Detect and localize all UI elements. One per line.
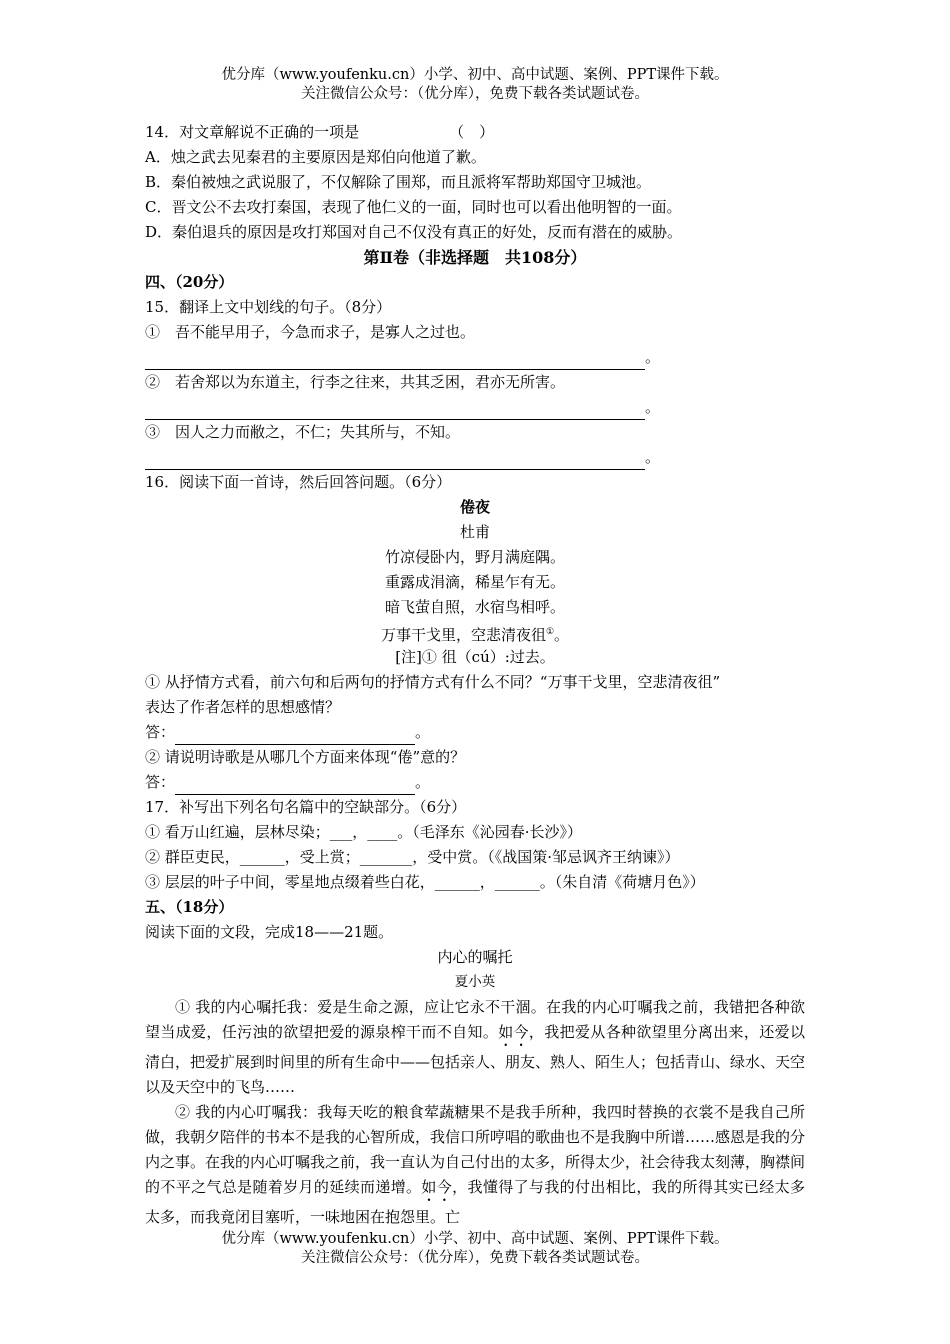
q14-option-b: B．秦伯被烛之武说服了，不仅解除了围郑，而且派将军帮助郑国守卫城池。 bbox=[145, 173, 652, 191]
q15-answer-line-2 bbox=[145, 395, 805, 420]
footer-line-1: 优分库（www.youfenku.cn）小学、初中、高中试题、案例、PPT课件下载。 bbox=[221, 1231, 729, 1247]
q17-item-1: ① 看万山红遍，层林尽染；___，____。（毛泽东《沁园春·长沙》） bbox=[145, 823, 583, 841]
footnote-mark: ① bbox=[545, 627, 555, 637]
page-footer bbox=[0, 1230, 950, 1268]
answer-blank[interactable] bbox=[175, 777, 415, 795]
q16-stem: 16．阅读下面一首诗，然后回答问题。（6分） bbox=[145, 473, 452, 491]
reading-intro: 阅读下面的文段，完成18——21题。 bbox=[145, 923, 394, 941]
emphasis-word: 如今 bbox=[421, 1178, 453, 1196]
q14-option-a: A．烛之武去见秦君的主要原因是郑伯向他道了歉。 bbox=[145, 148, 486, 166]
q15-answer-line-1 bbox=[145, 345, 805, 370]
answer-label: 答： bbox=[145, 723, 176, 741]
q15-item-2: ② 若舍郑以为东道主，行李之往来，共其乏困，君亦无所害。 bbox=[145, 373, 566, 391]
q16-answer-1: 答： 。 bbox=[145, 720, 805, 745]
footer-line-2: 关注微信公众号：（优分库），免费下载各类试题试卷。 bbox=[301, 1250, 649, 1266]
article-paragraph-1: ① 我的内心嘱托我：爱是生命之源，应让它永不干涸。在我的内心叮嘱我之前，我错把各种欲望当成爱，任污浊的欲望把爱的源泉榨干而不自知。如今，我把爱从各种欲望里分离出来，还爱以清白，把爱扩展到时间里的所有生命中——包括亲人、朋友、熟人、陌生人；包括青山、绿水、天空以及天空中的飞鸟…… bbox=[145, 998, 806, 1096]
answer-blank[interactable] bbox=[175, 727, 415, 745]
q16-sub1-line-2: 表达了作者怎样的思想感情？ bbox=[145, 698, 341, 716]
q17-item-3: ③ 层层的叶子中间，零星地点缀着些白花，______，______。（朱自清《荷塘月色》） bbox=[145, 873, 705, 891]
q15-answer-line-3 bbox=[145, 445, 805, 470]
part-5-heading: 五、（18分） bbox=[145, 898, 234, 916]
section-2-title: 第Ⅱ卷（非选择题 共108分） bbox=[363, 248, 587, 267]
q14-option-d: D．秦伯退兵的原因是攻打郑国对自己不仅没有真正的好处，反而有潜在的威胁。 bbox=[145, 223, 683, 241]
q14-stem: 14．对文章解说不正确的一项是 bbox=[145, 123, 360, 141]
q15-item-1: ① 吾不能早用子，今急而求子，是寡人之过也。 bbox=[145, 323, 476, 341]
q16-sub1-line-1: ① 从抒情方式看，前六句和后两句的抒情方式有什么不同？“万事干戈里，空悲清夜徂” bbox=[145, 673, 721, 691]
poem-author: 杜甫 bbox=[459, 523, 490, 541]
poem-title: 倦夜 bbox=[459, 498, 490, 516]
answer-label: 答： bbox=[145, 773, 176, 791]
header-line-2: 关注微信公众号：（优分库），免费下载各类试题试卷。 bbox=[301, 86, 649, 102]
answer-blank[interactable] bbox=[145, 352, 645, 370]
poem-note: [注]① 徂（cú）:过去。 bbox=[395, 648, 555, 666]
header-line-1: 优分库（www.youfenku.cn）小学、初中、高中试题、案例、PPT课件下载。 bbox=[221, 67, 729, 83]
article-paragraph-2: ② 我的内心叮嘱我：我每天吃的粮食荤蔬糖果不是我手所种，我四时替换的衣裳不是我自己所做，我朝夕陪伴的书本不是我的心智所成，我信口所哼唱的歌曲也不是我胸中所谱……感恩是我的分内之事。在我的内心叮嘱我之前，我一直认为自己付出的太多，所得太少，社会待我太刻薄，胸襟间的不平之气总是随着岁月的延续而递增。如今，我懂得了与我的付出相比，我的所得其实已经太多太多，而我竟闭目塞听，一味地困在抱怨里。亡 bbox=[145, 1103, 806, 1226]
q17-item-2: ② 群臣吏民，______，受上赏；_______，受中赏。（《战国策·邹忌讽齐王纳谏》） bbox=[145, 848, 680, 866]
end-mark: 。 bbox=[645, 448, 661, 466]
poem-line-3: 暗飞萤自照，水宿鸟相呼。 bbox=[384, 598, 565, 616]
end-mark: 。 bbox=[645, 398, 661, 416]
q17-stem: 17．补写出下列名句名篇中的空缺部分。（6分） bbox=[145, 798, 467, 816]
question-14 bbox=[145, 120, 805, 145]
part-4-heading: 四、（20分） bbox=[145, 273, 234, 291]
end-mark: 。 bbox=[645, 348, 661, 366]
poem-line-4 bbox=[145, 620, 805, 645]
q16-answer-2: 答： 。 bbox=[145, 770, 805, 795]
q14-bracket: （ ） bbox=[449, 123, 495, 141]
answer-blank[interactable] bbox=[145, 452, 645, 470]
q14-option-c: C．晋文公不去攻打秦国，表现了他仁义的一面，同时也可以看出他明智的一面。 bbox=[145, 198, 682, 216]
poem-last-line: 万事干戈里，空悲清夜徂 bbox=[380, 626, 546, 644]
poem-line-1: 竹凉侵卧内，野月满庭隅。 bbox=[384, 548, 565, 566]
emphasis-word: 如今 bbox=[498, 1023, 529, 1041]
q15-item-3: ③ 因人之力而敝之，不仁；失其所与，不知。 bbox=[145, 423, 461, 441]
document-body bbox=[145, 120, 805, 1230]
q16-sub2: ② 请说明诗歌是从哪几个方面来体现“倦”意的？ bbox=[145, 748, 466, 766]
answer-blank[interactable] bbox=[145, 402, 645, 420]
poem-last-end: 。 bbox=[554, 626, 570, 644]
article-title: 内心的嘱托 bbox=[437, 948, 513, 966]
q15-stem: 15．翻译上文中划线的句子。（8分） bbox=[145, 298, 392, 316]
article-author: 夏小英 bbox=[454, 974, 496, 990]
poem-line-2: 重露成涓滴，稀星乍有无。 bbox=[384, 573, 565, 591]
page-header bbox=[0, 66, 950, 104]
